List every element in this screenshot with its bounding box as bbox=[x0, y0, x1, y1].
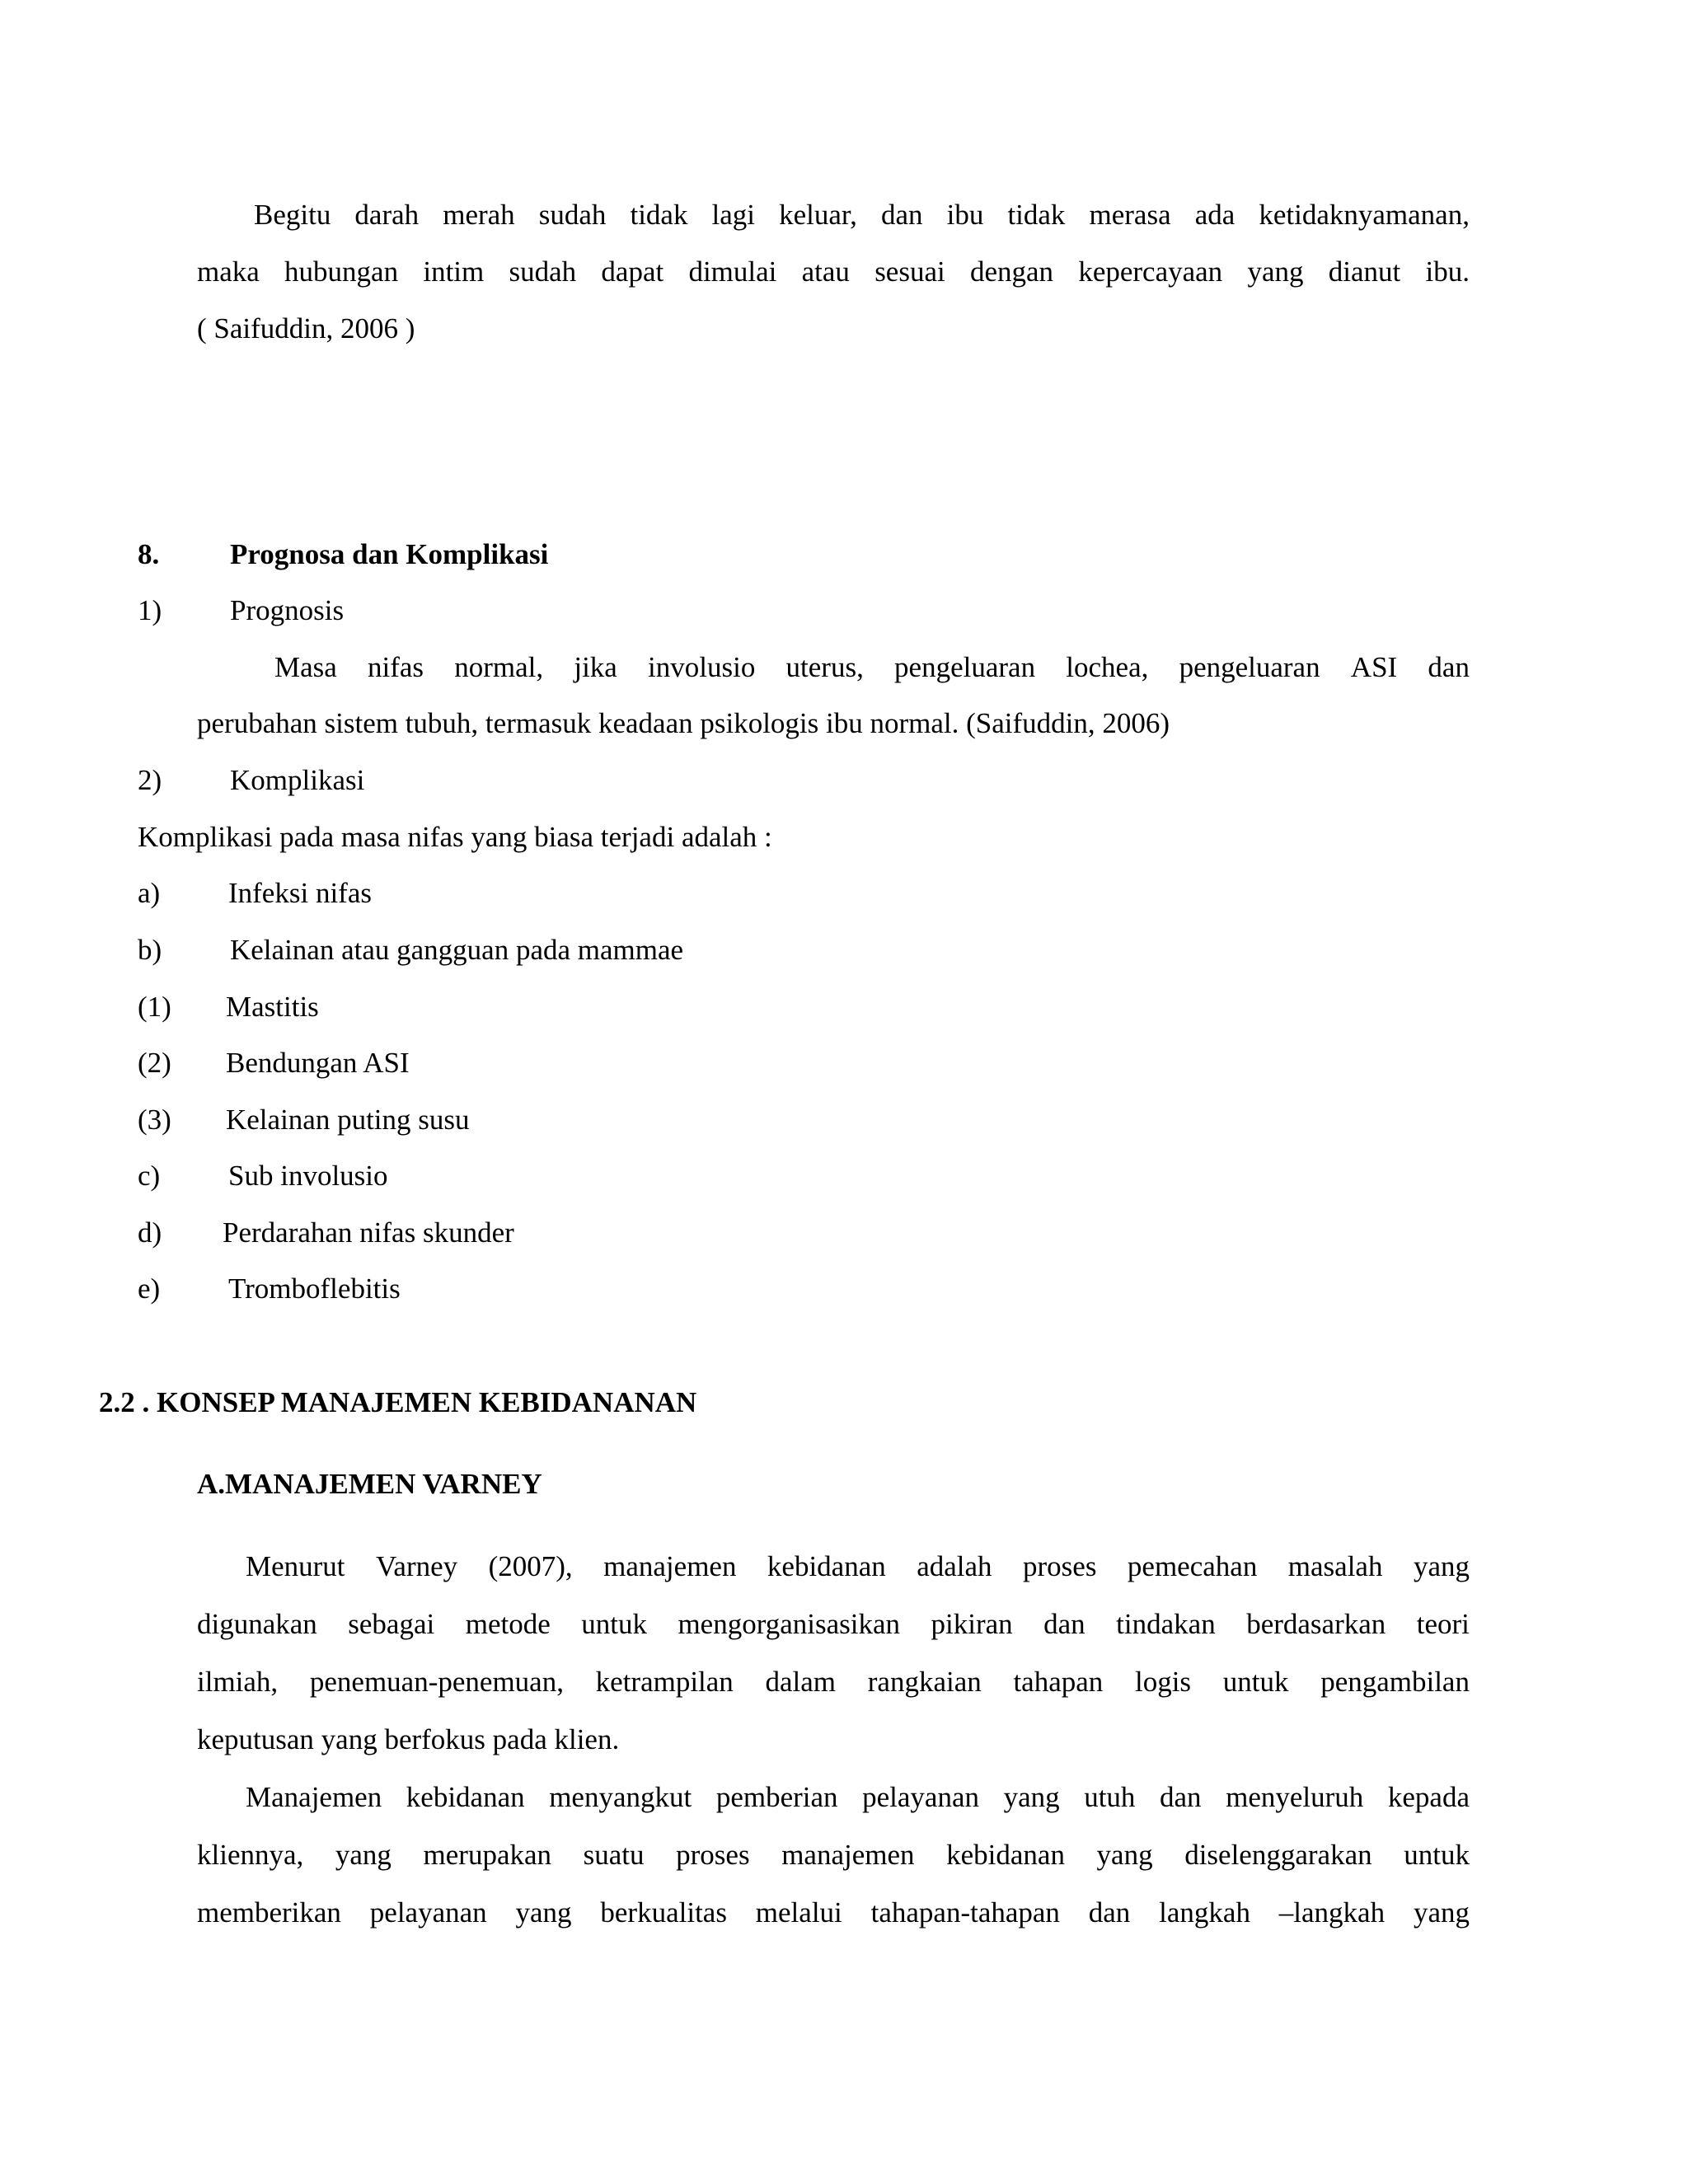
word: untuk bbox=[581, 1608, 647, 1640]
list-item-marker: (2) bbox=[138, 1047, 171, 1079]
word: lagi bbox=[711, 199, 756, 231]
word: yang bbox=[1247, 255, 1304, 288]
word: merah bbox=[443, 199, 515, 231]
list-item-marker: (3) bbox=[138, 1104, 171, 1136]
word: teori bbox=[1416, 1608, 1470, 1640]
word: ada bbox=[1194, 199, 1236, 231]
word: Begitu bbox=[254, 199, 331, 231]
word: pemberian bbox=[715, 1781, 838, 1813]
word: proses bbox=[1023, 1550, 1097, 1582]
section-8-title: Prognosa dan Komplikasi bbox=[230, 538, 549, 570]
komplikasi-marker: 2) bbox=[138, 764, 162, 796]
word: atau bbox=[801, 255, 850, 288]
word: pelayanan bbox=[369, 1896, 487, 1929]
list-item: Mastitis bbox=[226, 991, 319, 1023]
intro-line-1 bbox=[254, 200, 1470, 229]
word: merupakan bbox=[423, 1839, 552, 1871]
word: sesuai bbox=[874, 255, 945, 288]
word: ASI bbox=[1350, 651, 1398, 683]
word: yang bbox=[1413, 1550, 1470, 1582]
word: penemuan-penemuan, bbox=[309, 1666, 564, 1698]
list-item-marker: b) bbox=[138, 934, 162, 966]
word: memberikan bbox=[197, 1896, 341, 1929]
word: proses bbox=[676, 1839, 750, 1871]
word: (2007), bbox=[488, 1550, 573, 1582]
word: rangkaian bbox=[867, 1666, 982, 1698]
word: dengan bbox=[969, 255, 1054, 288]
word: kliennya, bbox=[197, 1839, 304, 1871]
word: ibu bbox=[946, 199, 984, 231]
word: uterus, bbox=[785, 651, 864, 683]
word: normal, bbox=[454, 651, 544, 683]
word: langkah bbox=[1159, 1896, 1250, 1929]
word: sudah bbox=[538, 199, 607, 231]
list-item-marker: (1) bbox=[138, 991, 171, 1023]
word: Varney bbox=[376, 1550, 458, 1582]
komplikasi-intro: Komplikasi pada masa nifas yang biasa terjadi adalah : bbox=[138, 821, 772, 853]
word: involusio bbox=[648, 651, 756, 683]
word: kebidanan bbox=[406, 1781, 525, 1813]
intro-citation: ( Saifuddin, 2006 ) bbox=[197, 312, 415, 344]
varney-para-1-line-1 bbox=[246, 1552, 1470, 1581]
word: yang bbox=[335, 1839, 392, 1871]
word: suatu bbox=[583, 1839, 645, 1871]
word: sebagai bbox=[348, 1608, 435, 1640]
varney-para-2-line-2 bbox=[197, 1840, 1470, 1869]
list-item: Kelainan atau gangguan pada mammae bbox=[230, 934, 684, 966]
word: utuh bbox=[1084, 1781, 1136, 1813]
word: yang bbox=[1096, 1839, 1153, 1871]
word: jika bbox=[574, 651, 617, 683]
word: darah bbox=[354, 199, 420, 231]
word: dianut bbox=[1328, 255, 1401, 288]
list-item: Sub involusio bbox=[228, 1160, 388, 1192]
word: hubungan bbox=[284, 255, 399, 288]
word: kepercayaan bbox=[1078, 255, 1223, 288]
word: Masa bbox=[274, 651, 337, 683]
word: lochea, bbox=[1066, 651, 1149, 683]
word: pelayanan bbox=[862, 1781, 979, 1813]
word: dan bbox=[1160, 1781, 1202, 1813]
word: pengeluaran bbox=[894, 651, 1036, 683]
list-item: Perdarahan nifas skunder bbox=[223, 1216, 514, 1249]
word: pemecahan bbox=[1127, 1550, 1258, 1582]
prognosis-para-line-2: perubahan sistem tubuh, termasuk keadaan psikologis ibu normal. (Saifuddin, 2006) bbox=[197, 707, 1170, 739]
word: kebidanan bbox=[767, 1550, 886, 1582]
list-item: Tromboflebitis bbox=[228, 1272, 401, 1305]
word: adalah bbox=[917, 1550, 992, 1582]
section-8-number: 8. bbox=[138, 538, 160, 570]
word: melalui bbox=[755, 1896, 842, 1929]
section-2-2-heading: 2.2 . KONSEP MANAJEMEN KEBIDANANAN bbox=[99, 1386, 697, 1418]
word: yang bbox=[515, 1896, 572, 1929]
word: tahapan bbox=[1013, 1666, 1104, 1698]
word: ketidaknyamanan, bbox=[1259, 199, 1470, 231]
word: ilmiah, bbox=[197, 1666, 279, 1698]
word: manajemen bbox=[603, 1550, 737, 1582]
word: dalam bbox=[765, 1666, 837, 1698]
word: ibu. bbox=[1425, 255, 1470, 288]
word: nifas bbox=[368, 651, 424, 683]
word: intim bbox=[423, 255, 485, 288]
word: digunakan bbox=[197, 1608, 317, 1640]
word: dan bbox=[881, 199, 923, 231]
word: kebidanan bbox=[946, 1839, 1065, 1871]
varney-para-1-line-3 bbox=[197, 1667, 1470, 1696]
word: Menurut bbox=[246, 1550, 345, 1582]
word: logis bbox=[1134, 1666, 1192, 1698]
word: ketrampilan bbox=[595, 1666, 734, 1698]
word: berkualitas bbox=[600, 1896, 727, 1929]
word: yang bbox=[1003, 1781, 1060, 1813]
list-item-marker: e) bbox=[138, 1272, 161, 1305]
intro-line-2 bbox=[197, 257, 1470, 286]
varney-para-2-line-3 bbox=[197, 1898, 1470, 1927]
word: mengorganisasikan bbox=[678, 1608, 901, 1640]
list-item: Kelainan puting susu bbox=[226, 1104, 470, 1136]
word: manajemen bbox=[781, 1839, 915, 1871]
word: dan bbox=[1043, 1608, 1085, 1640]
word: dapat bbox=[601, 255, 664, 288]
word: sudah bbox=[509, 255, 577, 288]
word: merasa bbox=[1089, 199, 1171, 231]
word: yang bbox=[1413, 1896, 1470, 1929]
word: metode bbox=[465, 1608, 551, 1640]
word: –langkah bbox=[1278, 1896, 1386, 1929]
varney-subheading: A.MANAJEMEN VARNEY bbox=[197, 1468, 542, 1500]
word: masalah bbox=[1287, 1550, 1383, 1582]
word: keluar, bbox=[779, 199, 857, 231]
word: tidak bbox=[630, 199, 688, 231]
word: kepada bbox=[1387, 1781, 1470, 1813]
word: dan bbox=[1088, 1896, 1131, 1929]
word: berdasarkan bbox=[1246, 1608, 1386, 1640]
word: menyangkut bbox=[549, 1781, 692, 1813]
list-item-marker: d) bbox=[138, 1216, 162, 1249]
varney-para-1-line-2 bbox=[197, 1610, 1470, 1638]
prognosis-label: Prognosis bbox=[230, 594, 345, 626]
word: untuk bbox=[1222, 1666, 1289, 1698]
word: pengambilan bbox=[1320, 1666, 1470, 1698]
word: diselenggarakan bbox=[1184, 1839, 1372, 1871]
word: tidak bbox=[1007, 199, 1066, 231]
list-item: Infeksi nifas bbox=[228, 877, 372, 909]
komplikasi-label: Komplikasi bbox=[230, 764, 365, 796]
list-item: Bendungan ASI bbox=[226, 1047, 410, 1079]
varney-para-2-line-1 bbox=[246, 1783, 1470, 1811]
word: pikiran bbox=[931, 1608, 1013, 1640]
word: pengeluaran bbox=[1179, 651, 1320, 683]
word: tindakan bbox=[1116, 1608, 1216, 1640]
varney-para-1-line-4: keputusan yang berfokus pada klien. bbox=[197, 1723, 620, 1755]
word: dan bbox=[1428, 651, 1470, 683]
prognosis-para-line-1 bbox=[274, 653, 1470, 682]
word: menyeluruh bbox=[1226, 1781, 1364, 1813]
word: maka bbox=[197, 255, 260, 288]
word: dimulai bbox=[688, 255, 777, 288]
word: tahapan-tahapan bbox=[870, 1896, 1060, 1929]
prognosis-marker: 1) bbox=[138, 594, 162, 626]
list-item-marker: a) bbox=[138, 877, 161, 909]
word: untuk bbox=[1404, 1839, 1470, 1871]
list-item-marker: c) bbox=[138, 1160, 161, 1192]
word: Manajemen bbox=[246, 1781, 382, 1813]
